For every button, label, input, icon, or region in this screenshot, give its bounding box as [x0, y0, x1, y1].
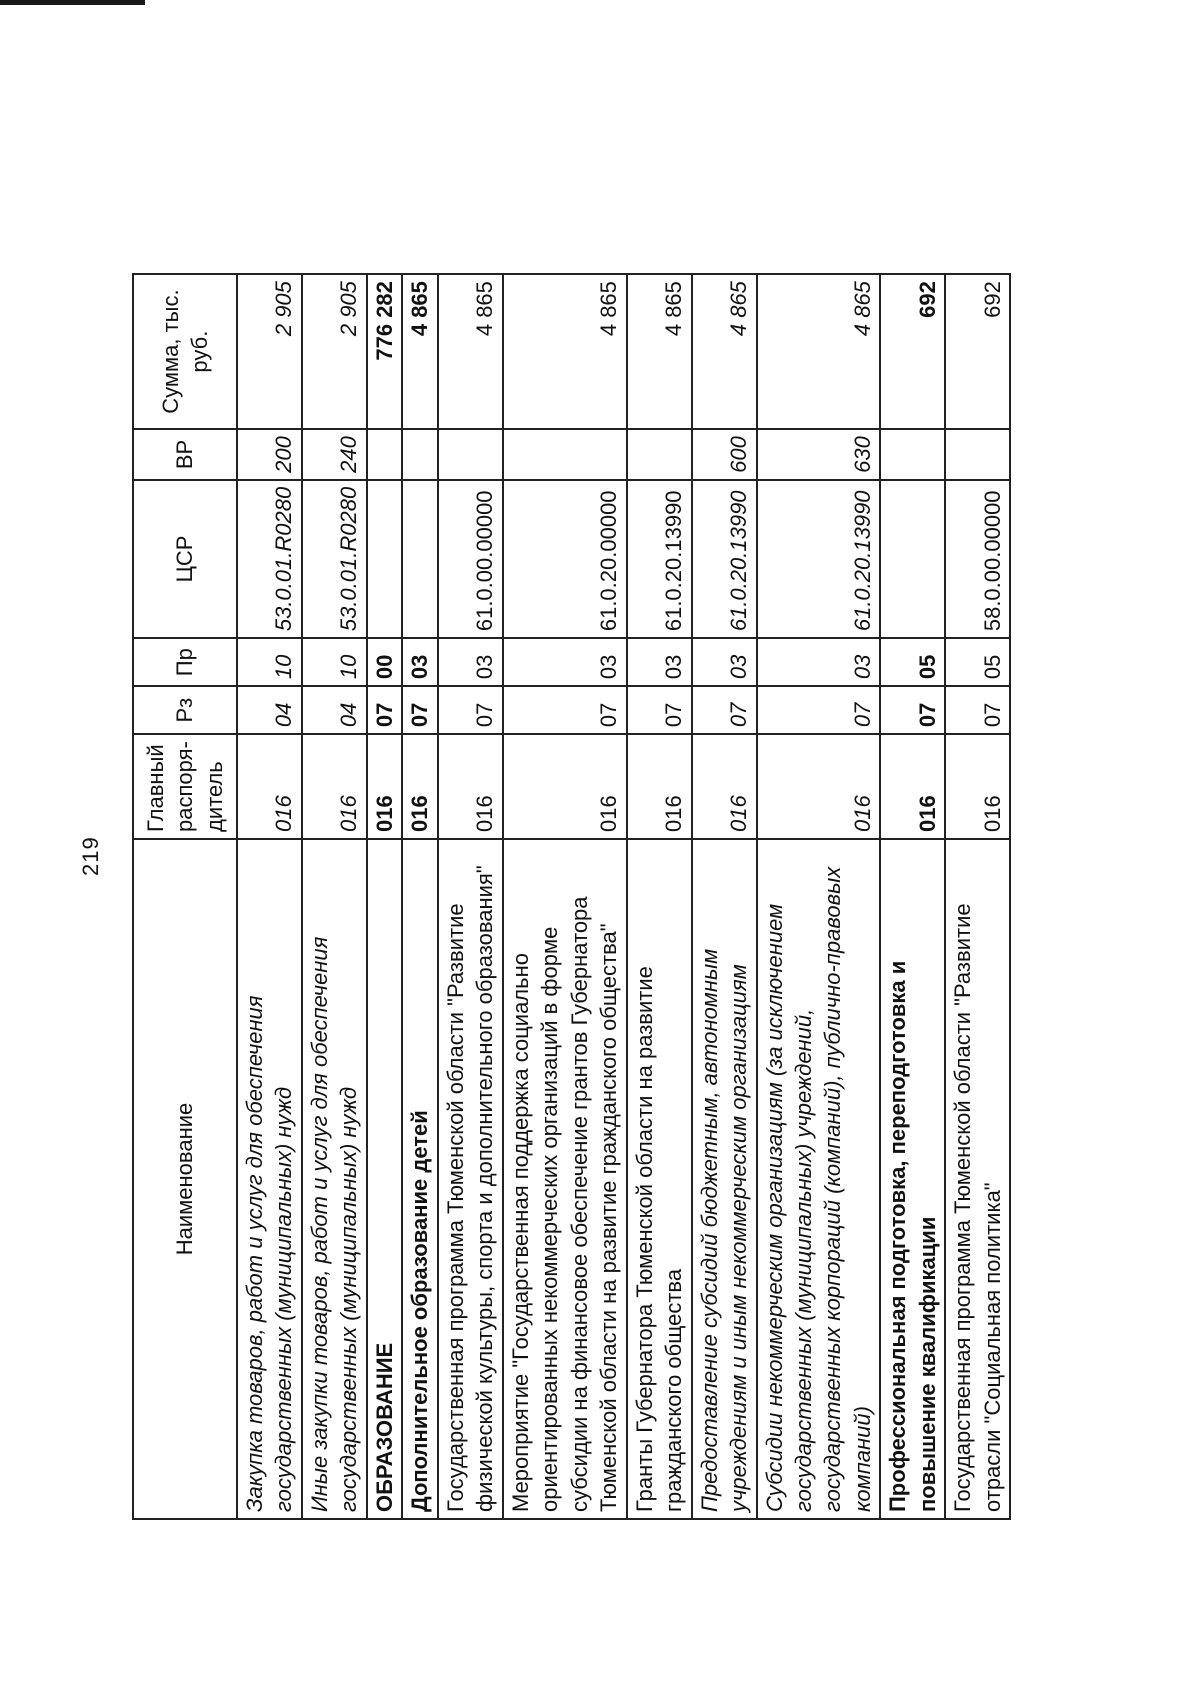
row-name: Предоставление субсидий бюджетным, автономным учреждениям и иным некоммерческим организациям: [692, 839, 757, 1519]
row-name: Иные закупки товаров, работ и услуг для обеспечения государственных (муниципальных) нужд: [302, 839, 367, 1519]
row-vr: [627, 429, 692, 480]
table-row: [757, 274, 881, 1519]
row-sum: 2 905: [237, 274, 302, 429]
table-row: [945, 274, 1010, 1519]
row-rz: 07: [402, 686, 437, 734]
row-pr: 05: [945, 638, 1010, 686]
row-gr: 016: [402, 734, 437, 839]
row-rz: 07: [367, 686, 402, 734]
row-pr: 03: [402, 638, 437, 686]
row-vr: 200: [237, 429, 302, 480]
budget-table: [132, 273, 1011, 1520]
row-pr: 03: [438, 638, 503, 686]
table-row: [367, 274, 402, 1519]
row-sum: 692: [945, 274, 1010, 429]
row-gr: 016: [692, 734, 757, 839]
row-vr: [402, 429, 437, 480]
row-rz: 07: [503, 686, 627, 734]
row-csr: 61.0.20.13990: [757, 480, 881, 638]
row-gr: 016: [438, 734, 503, 839]
row-pr: 03: [757, 638, 881, 686]
row-rz: 07: [757, 686, 881, 734]
row-sum: 2 905: [302, 274, 367, 429]
table-header-row: [133, 274, 237, 1519]
row-name: Субсидии некоммерческим организациям (за исключением государственных (муниципальных) учреждений, государственных корпораций (компаний), публично-правовых компаний): [757, 839, 881, 1519]
row-rz: 07: [880, 686, 945, 734]
row-gr: 016: [237, 734, 302, 839]
row-sum: 4 865: [402, 274, 437, 429]
row-gr: 016: [367, 734, 402, 839]
row-csr: 53.0.01.R0280: [237, 480, 302, 638]
table-row: [438, 274, 503, 1519]
row-csr: 61.0.20.13990: [627, 480, 692, 638]
row-name: Дополнительное образование детей: [402, 839, 437, 1519]
row-sum: 4 865: [503, 274, 627, 429]
row-csr: 61.0.20.13990: [692, 480, 757, 638]
header-vr: ВР: [133, 429, 237, 480]
row-csr: 58.0.00.00000: [945, 480, 1010, 638]
row-pr: 10: [237, 638, 302, 686]
row-csr: 61.0.20.00000: [503, 480, 627, 638]
row-pr: 03: [503, 638, 627, 686]
row-rz: 07: [945, 686, 1010, 734]
row-sum: 4 865: [757, 274, 881, 429]
row-csr: 53.0.01.R0280: [302, 480, 367, 638]
row-vr: 600: [692, 429, 757, 480]
table-row: [402, 274, 437, 1519]
row-sum: 4 865: [438, 274, 503, 429]
row-name: Государственная программа Тюменской области "Развитие отрасли "Социальная политика": [945, 839, 1010, 1519]
page-number: 219: [78, 836, 103, 876]
row-vr: [438, 429, 503, 480]
row-vr: [503, 429, 627, 480]
row-sum: 4 865: [692, 274, 757, 429]
row-rz: 07: [692, 686, 757, 734]
table-row: [692, 274, 757, 1519]
header-csr: ЦСР: [133, 480, 237, 638]
row-vr: 240: [302, 429, 367, 480]
row-pr: 00: [367, 638, 402, 686]
row-gr: 016: [757, 734, 881, 839]
header-name: Наименование: [133, 839, 237, 1519]
row-sum: 692: [880, 274, 945, 429]
row-vr: [880, 429, 945, 480]
row-pr: 05: [880, 638, 945, 686]
row-pr: 03: [627, 638, 692, 686]
row-gr: 016: [302, 734, 367, 839]
row-gr: 016: [627, 734, 692, 839]
row-vr: 630: [757, 429, 881, 480]
row-name: Закупка товаров, работ и услуг для обеспечения государственных (муниципальных) нужд: [237, 839, 302, 1519]
row-rz: 04: [302, 686, 367, 734]
header-pr: Пр: [133, 638, 237, 686]
table-row: [627, 274, 692, 1519]
row-name: ОБРАЗОВАНИЕ: [367, 839, 402, 1519]
row-csr: [402, 480, 437, 638]
header-gr: Главный распоря-дитель: [133, 734, 237, 839]
row-gr: 016: [945, 734, 1010, 839]
table-row: [880, 274, 945, 1519]
row-vr: [367, 429, 402, 480]
table-row: [237, 274, 302, 1519]
row-name: Профессиональная подготовка, переподготовка и повышение квалификации: [880, 839, 945, 1519]
row-name: Гранты Губернатора Тюменской области на развитие гражданского общества: [627, 839, 692, 1519]
table-row: [503, 274, 627, 1519]
row-csr: 61.0.00.00000: [438, 480, 503, 638]
row-sum: 4 865: [627, 274, 692, 429]
row-csr: [880, 480, 945, 638]
header-rz: Рз: [133, 686, 237, 734]
row-gr: 016: [880, 734, 945, 839]
row-sum: 776 282: [367, 274, 402, 429]
row-vr: [945, 429, 1010, 480]
header-sum: Сумма, тыс. руб.: [133, 274, 237, 429]
row-gr: 016: [503, 734, 627, 839]
row-rz: 07: [627, 686, 692, 734]
row-rz: 04: [237, 686, 302, 734]
row-name: Мероприятие "Государственная поддержка социально ориентированных некоммерческих организаций в форме субсидии на финансовое обеспечение грантов Губернатора Тюменской области на развитие гражданского общества": [503, 839, 627, 1519]
row-csr: [367, 480, 402, 638]
row-name: Государственная программа Тюменской области "Развитие физической культуры, спорта и дополнительного образования": [438, 839, 503, 1519]
row-rz: 07: [438, 686, 503, 734]
row-pr: 10: [302, 638, 367, 686]
row-pr: 03: [692, 638, 757, 686]
table-row: [302, 274, 367, 1519]
